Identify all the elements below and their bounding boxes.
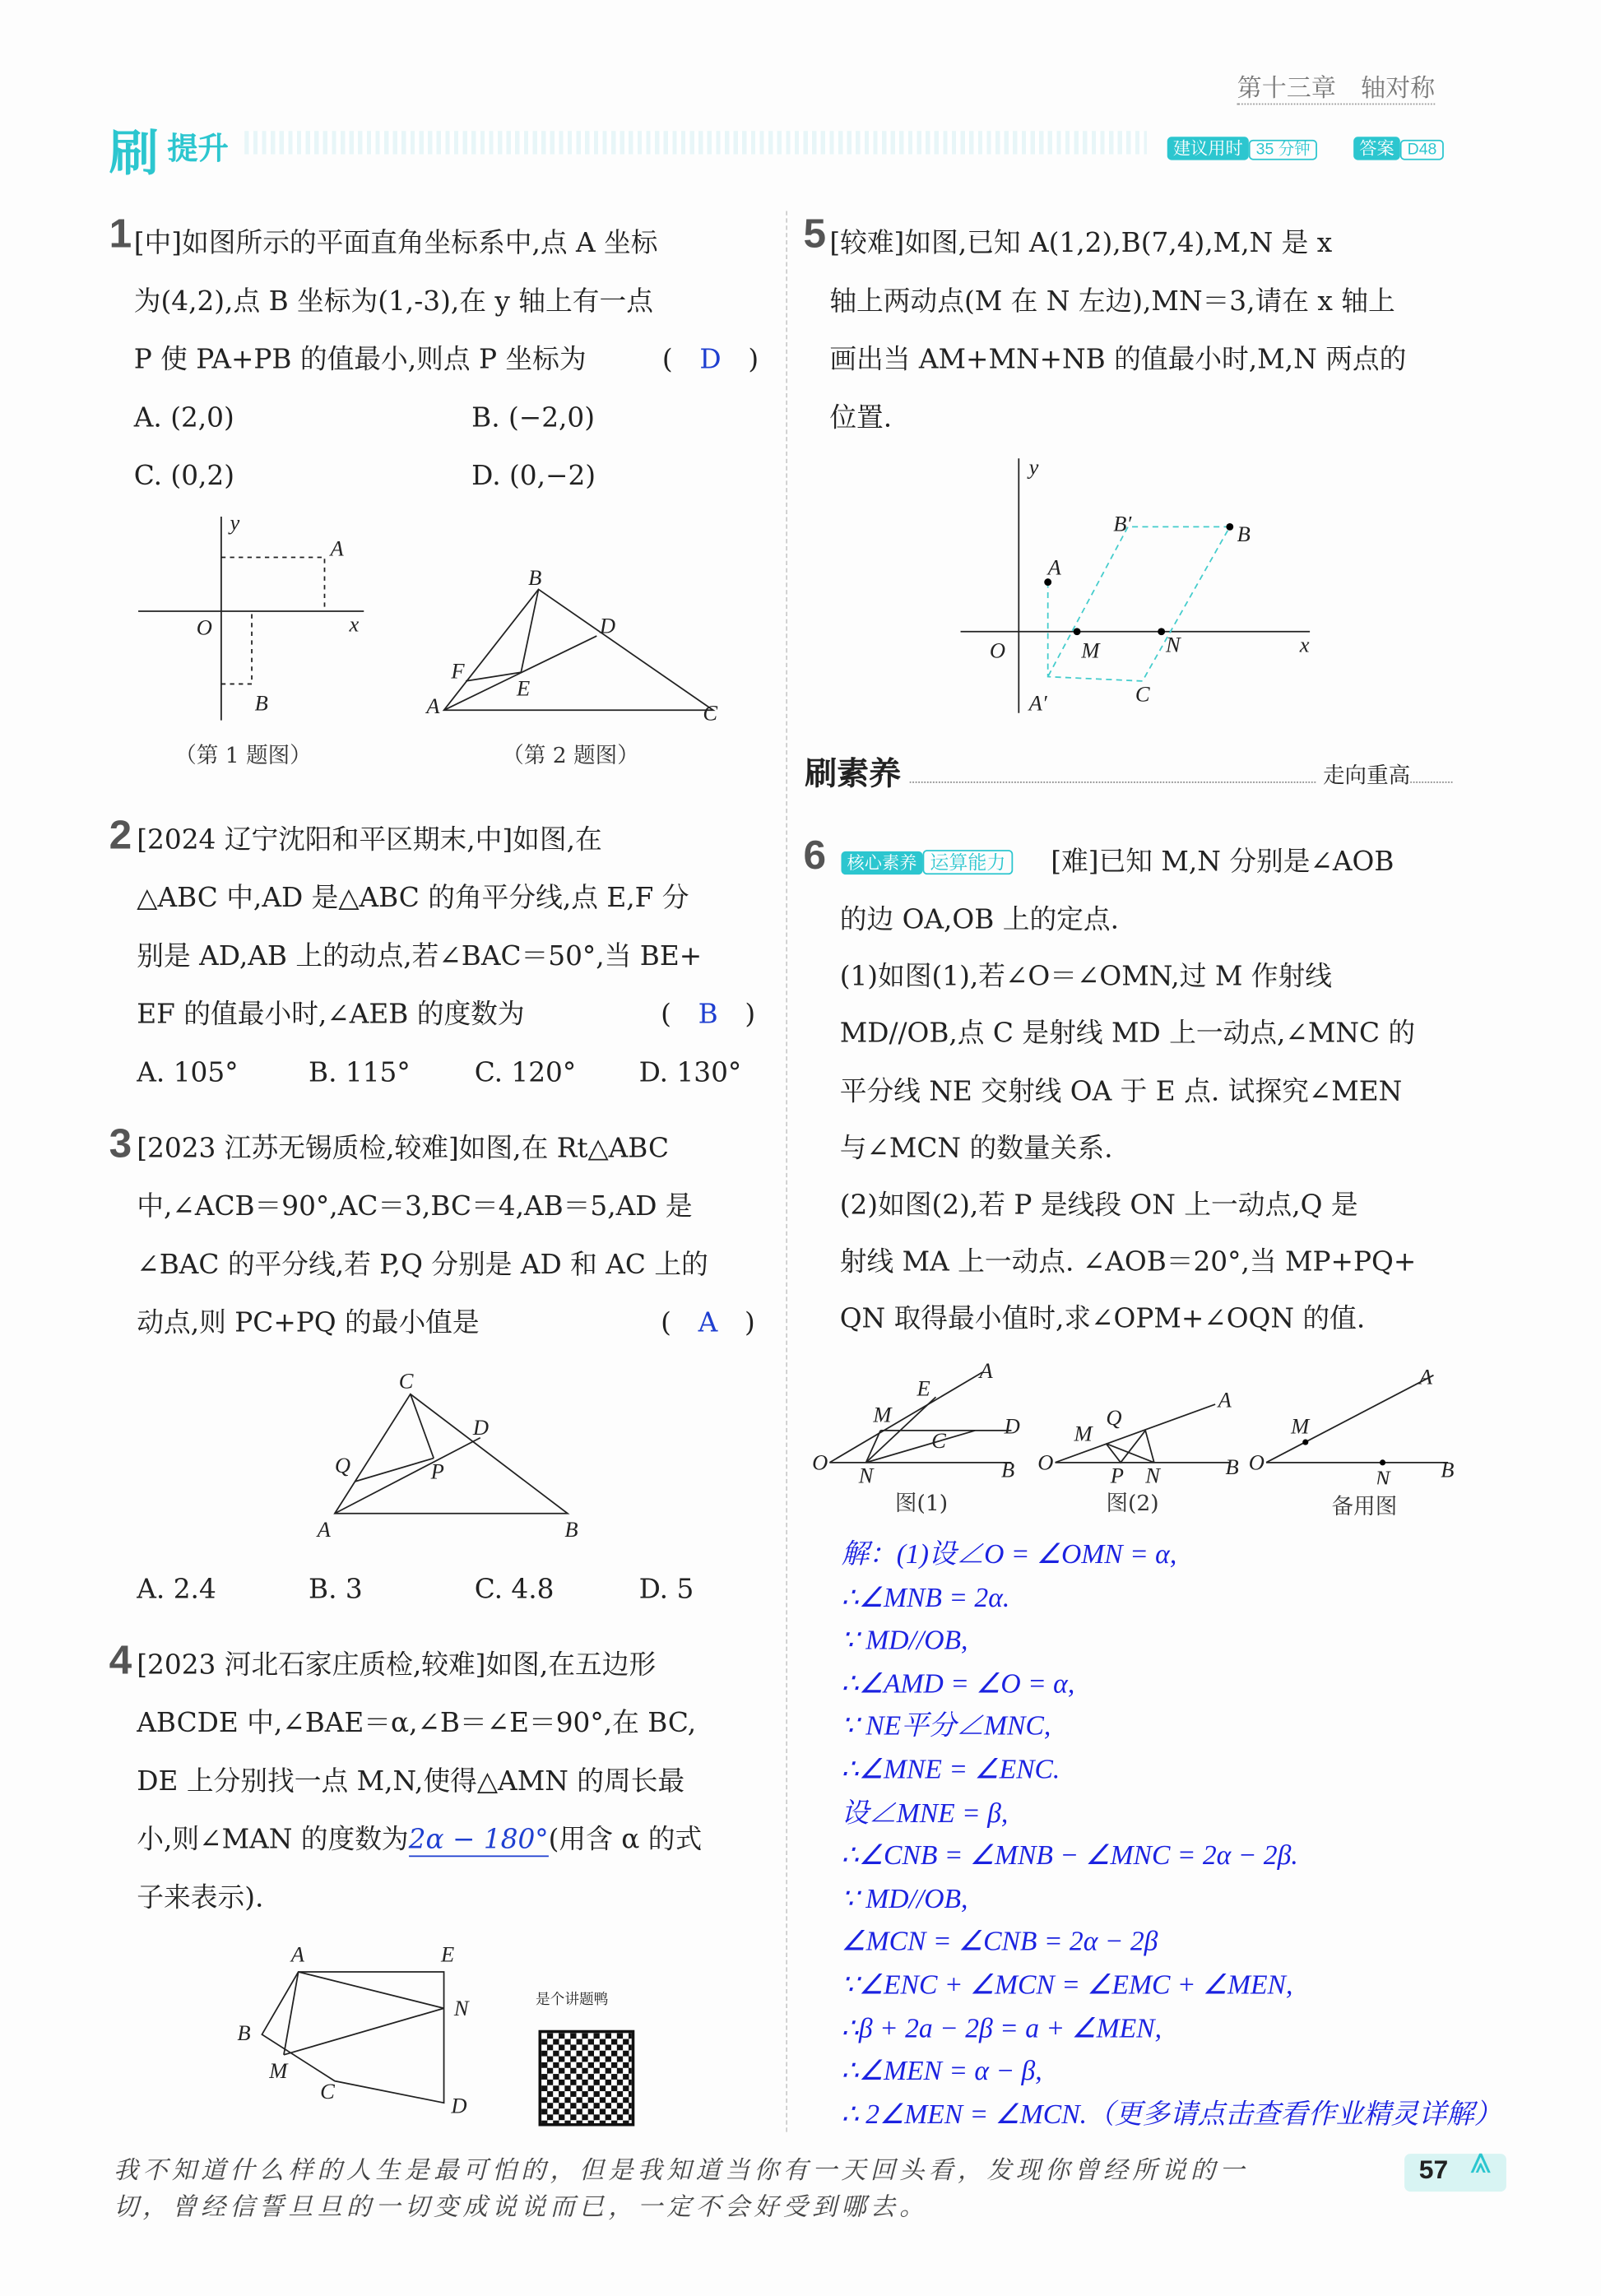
answer: 2α − 180° xyxy=(408,1825,549,1856)
q5-figure xyxy=(954,451,1332,720)
text-line: 与∠MCN 的数量关系. xyxy=(839,1133,1113,1164)
quote-line: 切，曾经信誓旦旦的一切变成说说而已，一定不会好受到哪去。 xyxy=(113,2192,929,2223)
figure-caption: （第 2 题图） xyxy=(502,742,639,769)
svg-text:A: A xyxy=(1418,1364,1432,1389)
text-line: 位置. xyxy=(829,403,893,434)
text-line: △ABC 中,AD 是△ABC 的角平分线,点 E,F 分 xyxy=(137,883,689,914)
solution-line: ∵ MD//OB, xyxy=(841,1884,968,1915)
svg-text:N: N xyxy=(1165,632,1181,657)
solution-line: ∴∠MNE = ∠ENC. xyxy=(841,1755,1060,1786)
svg-text:Q: Q xyxy=(334,1453,351,1478)
option: C. 4.8 xyxy=(474,1575,555,1606)
svg-text:B: B xyxy=(254,690,268,716)
svg-text:N: N xyxy=(1145,1463,1160,1485)
svg-text:D: D xyxy=(472,1415,490,1440)
option: D. 5 xyxy=(638,1575,694,1606)
qr-code[interactable] xyxy=(539,2030,635,2127)
option: A. 105° xyxy=(137,1058,239,1089)
solution-line: ∵∠ENC + ∠MCN = ∠EMC + ∠MEN, xyxy=(841,1970,1293,2001)
svg-text:B: B xyxy=(564,1517,578,1542)
text-line: 动点,则 PC+PQ 的最小值是 xyxy=(137,1308,480,1339)
text-line: QN 取得最小值时,求∠OPM+∠OQN 的值. xyxy=(839,1304,1366,1335)
svg-text:O: O xyxy=(1248,1449,1265,1475)
text-line: ∠BAC 的平分线,若 P,Q 分别是 AD 和 AC 上的 xyxy=(137,1250,708,1281)
q3-options xyxy=(137,1561,694,1620)
solution-line: 解：(1)设∠O = ∠OMN = α, xyxy=(841,1539,1177,1570)
badge: 运算能力 xyxy=(923,850,1014,874)
compass-icon: ⩓ xyxy=(1469,2139,1492,2183)
svg-text:O: O xyxy=(989,638,1006,663)
svg-text:B: B xyxy=(1441,1457,1455,1482)
svg-text:A: A xyxy=(426,693,440,718)
text-line: MD//OB,点 C 是射线 MD 上一动点,∠MNC 的 xyxy=(839,1019,1416,1051)
option: C. (0,2) xyxy=(133,461,235,492)
text-line: [较难]如图,已知 A(1,2),B(7,4),M,N 是 x xyxy=(829,228,1333,259)
svg-text:M: M xyxy=(1074,1421,1093,1446)
text-line: P 使 PA+PB 的值最小,则点 P 坐标为 xyxy=(133,345,587,376)
svg-text:M: M xyxy=(873,1402,892,1427)
q1-q2-figures xyxy=(131,509,742,727)
q5-text xyxy=(829,216,1406,448)
question-number: 4 xyxy=(109,1637,132,1682)
text-line: [中]如图所示的平面直角坐标系中,点 A 坐标 xyxy=(133,228,658,259)
text-line: (用含 α 的式 xyxy=(548,1825,703,1856)
svg-text:A′: A′ xyxy=(1028,690,1047,716)
q6-figures xyxy=(808,1361,1463,1484)
solution-line[interactable]: ∴ 2∠MEN = ∠MCN.（更多请点击查看作业精灵详解） xyxy=(841,2099,1502,2131)
question-number: 3 xyxy=(109,1120,132,1166)
solution-line: ∵ MD//OB, xyxy=(841,1626,968,1657)
chapter-title: 第十三章 轴对称 xyxy=(1237,67,1436,104)
solution-line[interactable]: ∴∠MEN = α − β, xyxy=(841,2056,1042,2087)
q2-text: [2024 辽宁沈阳和平区期末,中]如图,在 △ABC 中,AD 是△ABC 的角平分线,点 E,F 分 别是 AD,AB 上的动点,若∠BAC＝50°,当 BE+ EF 的值最小时,∠AEB 的度数为 ( B ) A. 105° B. 115° C. 120° D. 130° xyxy=(137,812,702,1103)
svg-text:A: A xyxy=(1047,554,1061,580)
q6-badges xyxy=(841,847,1013,875)
text-line: DE 上分别找一点 M,N,使得△AMN 的周长最 xyxy=(137,1766,685,1797)
answer: B xyxy=(698,1000,718,1031)
figure-caption: 图(2) xyxy=(1106,1490,1159,1517)
text-line: 平分线 NE 交射线 OA 于 E 点. 试探究∠MEN xyxy=(839,1076,1403,1107)
text-line: ABCDE 中,∠BAE＝α,∠B＝∠E＝90°,在 BC, xyxy=(137,1708,697,1739)
text-line: 别是 AD,AB 上的动点,若∠BAC＝50°,当 BE+ xyxy=(137,941,703,972)
svg-text:A: A xyxy=(1218,1387,1232,1412)
text-line: [2023 河北石家庄质检,较难]如图,在五边形 xyxy=(137,1650,657,1681)
section2-right: 走向重高 xyxy=(1317,759,1410,790)
svg-text:A: A xyxy=(979,1361,993,1384)
answer: A xyxy=(698,1308,718,1339)
svg-text:B: B xyxy=(1001,1457,1015,1482)
svg-text:x: x xyxy=(1299,632,1310,657)
option: B. 3 xyxy=(309,1575,363,1606)
svg-text:A: A xyxy=(317,1517,331,1542)
svg-text:E: E xyxy=(917,1375,930,1401)
section2-title: 刷素养 xyxy=(805,749,909,795)
text-line: 的边 OA,OB 上的定点. xyxy=(839,905,1120,936)
question-number: 5 xyxy=(803,211,827,257)
solution-line: ∴∠MNB = 2α. xyxy=(841,1582,1010,1614)
svg-text:P: P xyxy=(1110,1463,1124,1485)
text-line: (1)如图(1),若∠O＝∠OMN,过 M 作射线 xyxy=(839,962,1332,993)
solution-line: ∵ NE平分∠MNC, xyxy=(841,1712,1051,1743)
text-line: EF 的值最小时,∠AEB 的度数为 xyxy=(137,1000,525,1031)
text-line: 中,∠ACB＝90°,AC＝3,BC＝4,AB＝5,AD 是 xyxy=(137,1191,693,1222)
option: D. (0,−2) xyxy=(471,461,596,492)
svg-text:A: A xyxy=(290,1941,305,1967)
text-line: (2)如图(2),若 P 是线段 ON 上一动点,Q 是 xyxy=(839,1190,1358,1222)
svg-text:C: C xyxy=(703,700,718,726)
svg-text:D: D xyxy=(599,613,615,638)
svg-text:E: E xyxy=(516,675,531,701)
svg-text:D: D xyxy=(1004,1413,1020,1439)
svg-text:C: C xyxy=(1135,681,1150,707)
svg-text:D: D xyxy=(451,2093,467,2118)
svg-text:B: B xyxy=(237,2020,251,2046)
column-divider xyxy=(786,211,787,2132)
answer: D xyxy=(699,345,722,376)
text-line: [2024 辽宁沈阳和平区期末,中]如图,在 xyxy=(137,825,602,856)
solution-line: ∠MCN = ∠CNB = 2α − 2β xyxy=(841,1927,1158,1958)
text-line: 小,则∠MAN 的度数为 xyxy=(137,1825,409,1856)
svg-text:B′: B′ xyxy=(1113,511,1132,536)
text-line: 为(4,2),点 B 坐标为(1,-3),在 y 轴上有一点 xyxy=(133,286,653,318)
header-stripe xyxy=(244,131,1147,154)
text-line: 子来表示). xyxy=(137,1883,264,1914)
option: A. (2,0) xyxy=(133,403,234,434)
text-line: 射线 MA 上一动点. ∠AOB＝20°,当 MP+PQ+ xyxy=(839,1247,1417,1278)
option: B. (−2,0) xyxy=(471,403,596,434)
option: D. 130° xyxy=(638,1058,742,1089)
question-number: 1 xyxy=(109,211,132,257)
option: A. 2.4 xyxy=(137,1575,216,1606)
time-badge: 建议用时 35 分钟 xyxy=(1167,132,1318,160)
solution-line: ∴∠AMD = ∠O = α, xyxy=(841,1668,1075,1700)
svg-text:B: B xyxy=(1225,1454,1239,1479)
svg-text:N: N xyxy=(453,1996,469,2021)
svg-text:y: y xyxy=(230,509,240,535)
q4-figure xyxy=(233,1936,480,2125)
svg-text:O: O xyxy=(812,1449,828,1475)
solution-line: ∴∠CNB = ∠MNB − ∠MNC = 2α − 2β. xyxy=(841,1841,1298,1872)
svg-text:E: E xyxy=(441,1941,455,1967)
qr-label: 是个讲题鸭 xyxy=(535,1992,609,2009)
badge: 核心素养 xyxy=(841,851,922,874)
svg-text:N: N xyxy=(858,1463,874,1485)
svg-text:x: x xyxy=(349,611,360,637)
figure-caption: （第 1 题图） xyxy=(174,742,312,769)
svg-text:O: O xyxy=(196,615,212,640)
q3-text: [2023 江苏无锡质检,较难]如图,在 Rt△ABC 中,∠ACB＝90°,AC＝3,BC＝4,AB＝5,AD 是 ∠BAC 的平分线,若 P,Q 分别是 AD 和 AC 上的 动点,则 PC+PQ 的最小值是 ( A ) xyxy=(137,1120,708,1353)
svg-text:O: O xyxy=(1037,1449,1054,1475)
svg-text:M: M xyxy=(1081,638,1100,663)
svg-text:Q: Q xyxy=(1106,1404,1122,1430)
text-line: 轴上两动点(M 在 N 左边),MN＝3,请在 x 轴上 xyxy=(829,286,1395,318)
svg-text:M: M xyxy=(269,2058,288,2084)
solution-line: 设∠MNE = β, xyxy=(841,1797,1009,1829)
option: B. 115° xyxy=(309,1058,411,1089)
text-line: [2023 江苏无锡质检,较难]如图,在 Rt△ABC xyxy=(137,1134,670,1165)
footer-quote xyxy=(114,2154,1249,2226)
figure-caption: 图(1) xyxy=(894,1490,949,1517)
svg-text:B: B xyxy=(1237,522,1251,547)
text-line: [难]已知 M,N 分别是∠AOB xyxy=(1051,847,1394,878)
solution xyxy=(841,1534,1501,2137)
text-line: 画出当 AM+MN+NB 的值最小时,M,N 两点的 xyxy=(829,345,1407,376)
q6-text xyxy=(840,892,1417,1348)
page-number: 57 xyxy=(1418,2155,1449,2185)
svg-text:C: C xyxy=(320,2078,335,2104)
q3-figure xyxy=(305,1368,596,1542)
solution-line: ∴β + 2a − 2β = a + ∠MEN, xyxy=(841,2013,1162,2044)
answer-badge: 答案 D48 xyxy=(1353,132,1444,160)
svg-text:A: A xyxy=(330,536,344,561)
option: C. 120° xyxy=(474,1058,577,1089)
svg-text:B: B xyxy=(528,565,542,591)
svg-text:P: P xyxy=(430,1459,444,1484)
svg-text:F: F xyxy=(451,658,465,684)
section-title: 提升 xyxy=(167,129,229,166)
svg-text:y: y xyxy=(1028,454,1039,480)
svg-text:C: C xyxy=(931,1428,946,1454)
question-number: 6 xyxy=(803,832,827,878)
svg-text:N: N xyxy=(1375,1466,1390,1485)
q4-text xyxy=(137,1637,702,1928)
question-number: 2 xyxy=(109,812,132,857)
q1-text: [中]如图所示的平面直角坐标系中,点 A 坐标 为(4,2),点 B 坐标为(1,-3),在 y 轴上有一点 P 使 PA+PB 的值最小,则点 P 坐标为 ( D ) A. (2,0) B. (−2,0) C. (0,2) D. (0,−2) xyxy=(134,216,658,507)
figure-caption: 备用图 xyxy=(1331,1492,1398,1519)
svg-text:C: C xyxy=(398,1368,414,1394)
section-logo: 刷 xyxy=(109,125,159,183)
quote-line: 我不知道什么样的人生是最可怕的，但是我知道当你有一天回头看，发现你曾经所说的一 xyxy=(113,2156,1249,2187)
svg-text:M: M xyxy=(1291,1413,1310,1439)
